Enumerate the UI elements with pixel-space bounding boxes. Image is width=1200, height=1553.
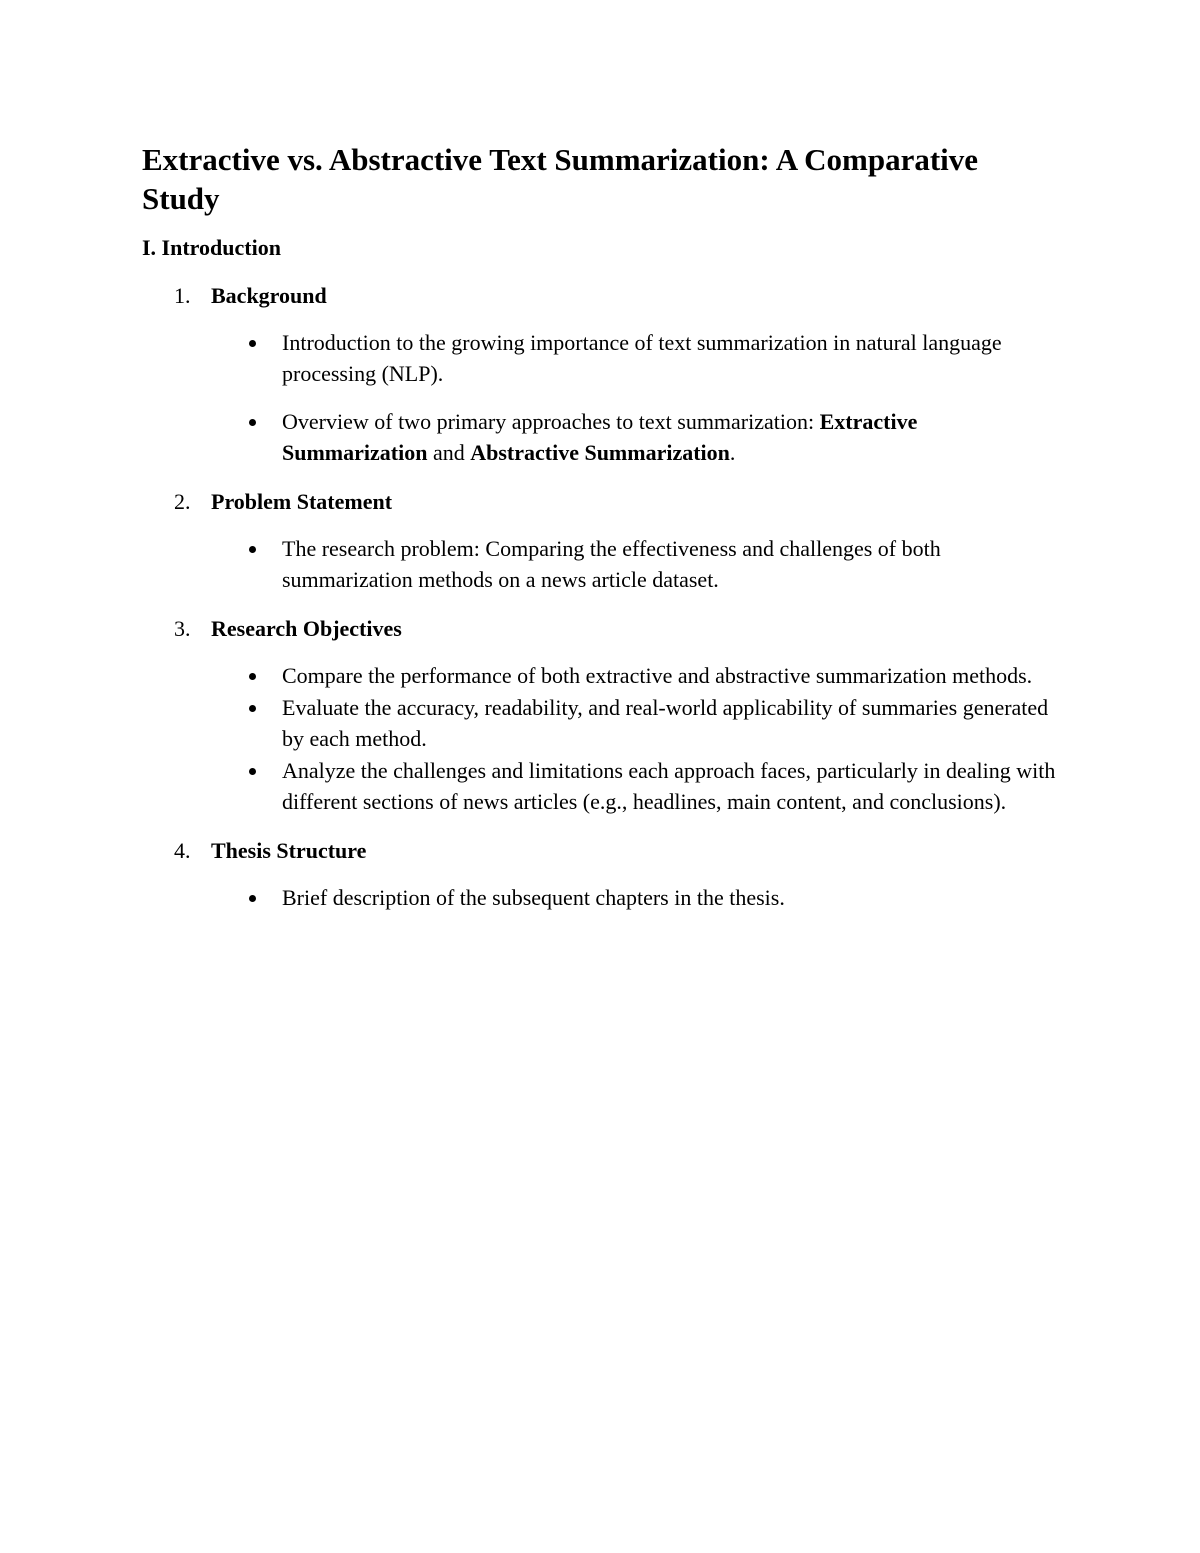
item-number: 3. bbox=[174, 616, 191, 641]
list-item bbox=[142, 660, 1062, 691]
document-title: Extractive vs. Abstractive Text Summarization: A Comparative Study bbox=[142, 142, 979, 216]
bold-term-abstractive: Abstractive Summarization bbox=[470, 440, 730, 465]
list-item bbox=[142, 533, 1062, 595]
bullet-text: Compare the performance of both extractive and abstractive summarization methods. bbox=[282, 663, 1033, 688]
section-heading-introduction: I. Introduction bbox=[142, 235, 281, 260]
bold-term-extractive: Extractive Summarization bbox=[282, 409, 918, 465]
outline-item-background bbox=[142, 282, 1062, 310]
item-number: 4. bbox=[174, 838, 191, 863]
item-heading: Thesis Structure bbox=[211, 838, 367, 863]
bullet-text-part: and bbox=[427, 440, 471, 465]
outline-item-thesis-structure bbox=[142, 837, 1062, 865]
bullet-icon bbox=[249, 340, 256, 347]
outline-item-problem-statement bbox=[142, 488, 1062, 516]
bullet-icon bbox=[249, 768, 256, 775]
outline-item-research-objectives bbox=[142, 615, 1062, 643]
item-number: 2. bbox=[174, 489, 191, 514]
bullet-text: Analyze the challenges and limitations each approach faces, particularly in dealing with different sections of news articles (e.g., headlines, main content, and conclusions). bbox=[282, 758, 1056, 814]
list-item bbox=[142, 406, 1062, 468]
bullet-text: The research problem: Comparing the effectiveness and challenges of both summarization methods on a news article dataset. bbox=[282, 536, 941, 592]
bullet-text bbox=[282, 406, 1062, 468]
item-number: 1. bbox=[174, 283, 191, 308]
item-heading: Research Objectives bbox=[211, 616, 402, 641]
bullet-list-problem-statement bbox=[142, 533, 1062, 595]
list-item bbox=[142, 882, 1062, 913]
bullet-list-research-objectives bbox=[142, 660, 1062, 817]
bullet-text: Brief description of the subsequent chapters in the thesis. bbox=[282, 885, 785, 910]
bullet-icon bbox=[249, 705, 256, 712]
document-body bbox=[142, 140, 1062, 913]
bullet-icon bbox=[249, 546, 256, 553]
bullet-icon bbox=[249, 673, 256, 680]
bullet-text: Evaluate the accuracy, readability, and real-world applicability of summaries generated by each method. bbox=[282, 695, 1049, 751]
bullet-list-thesis-structure bbox=[142, 882, 1062, 913]
bullet-text-part: . bbox=[729, 440, 736, 465]
bullet-text: Introduction to the growing importance of text summarization in natural language processing (NLP). bbox=[282, 330, 1002, 386]
item-heading: Background bbox=[211, 283, 327, 308]
list-item bbox=[142, 327, 1062, 389]
bullet-list-background bbox=[142, 327, 1062, 468]
bullet-icon bbox=[249, 419, 256, 426]
list-item bbox=[142, 692, 1062, 754]
bullet-text-part: Overview of two primary approaches to text summarization: bbox=[282, 409, 820, 434]
item-heading: Problem Statement bbox=[211, 489, 393, 514]
list-item bbox=[142, 755, 1062, 817]
bullet-icon bbox=[249, 895, 256, 902]
